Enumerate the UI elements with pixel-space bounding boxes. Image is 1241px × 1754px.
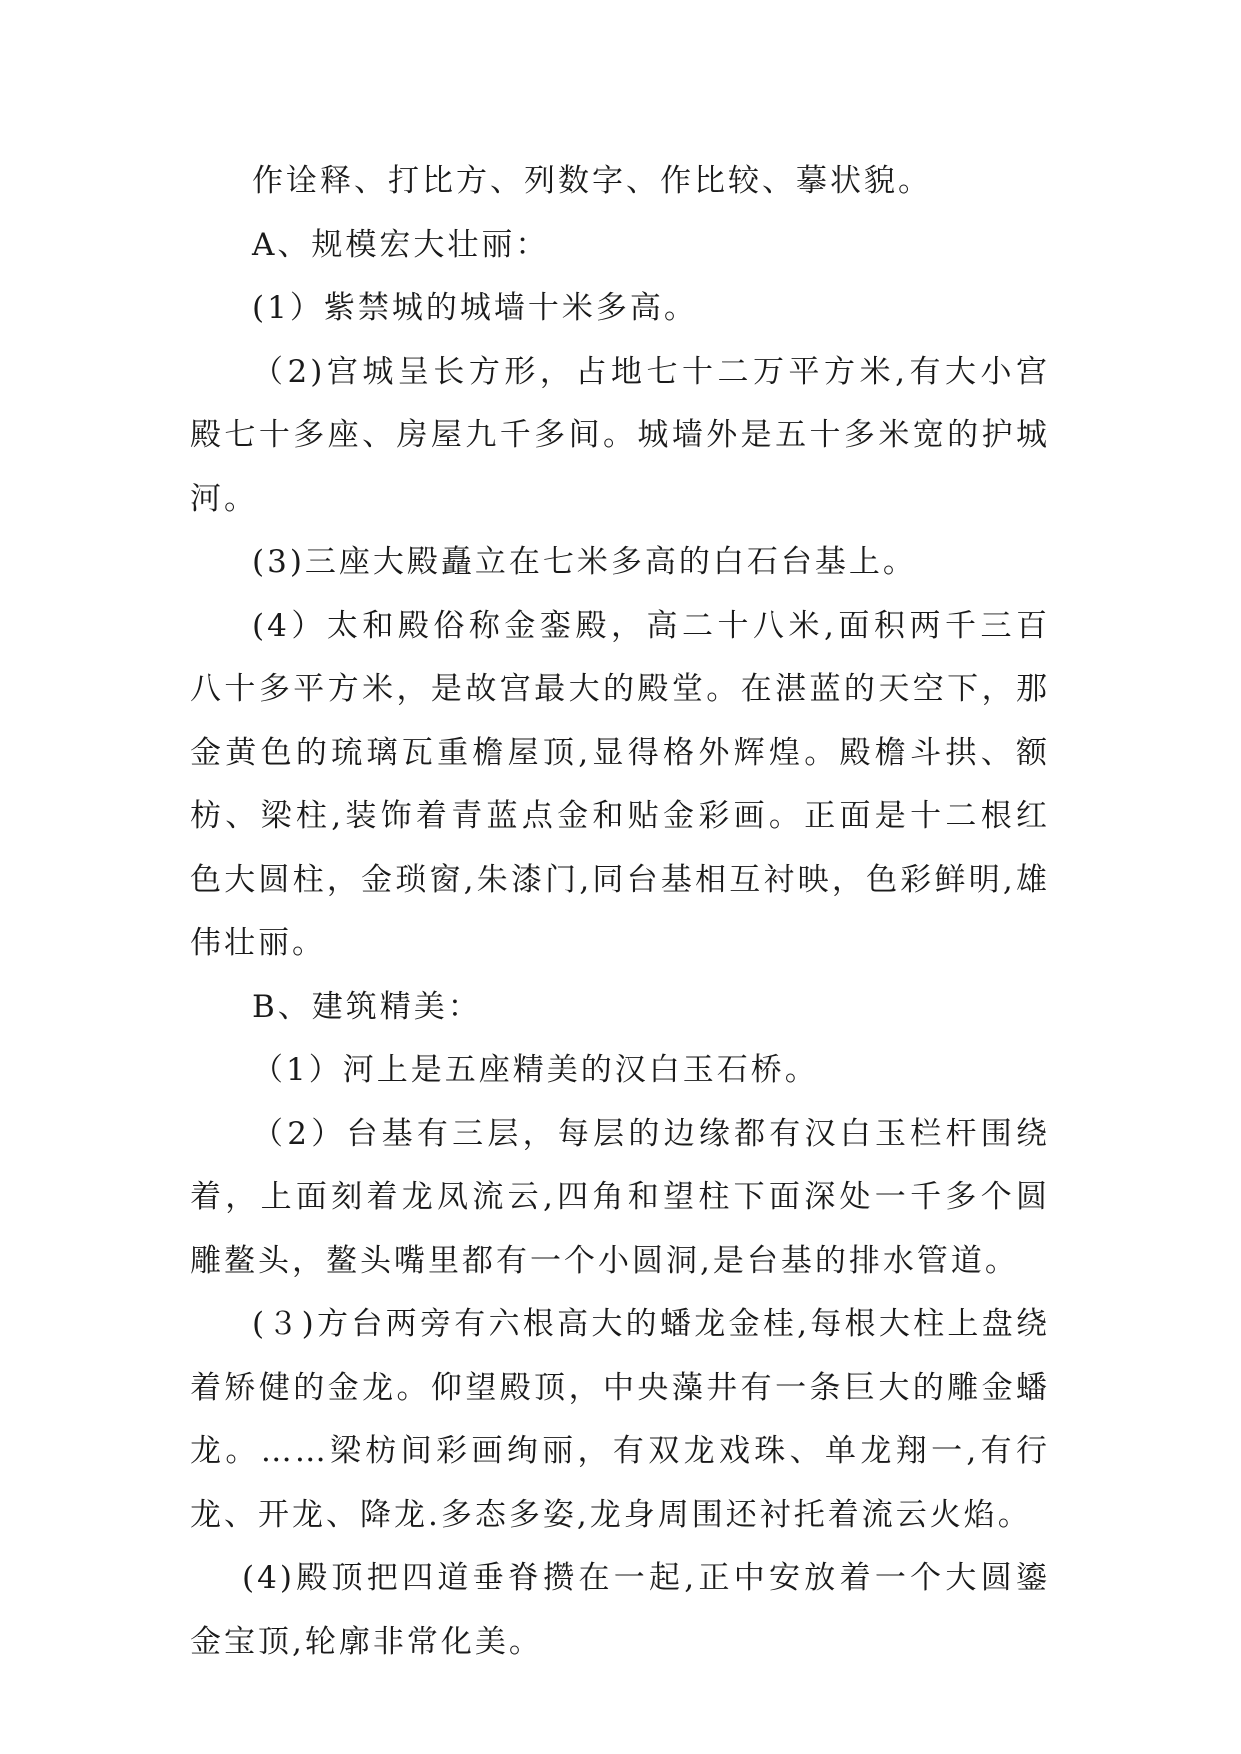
heading-scale: A、规模宏大壮丽： [252, 226, 550, 263]
paragraph-scale-3: (3)三座大殿矗立在七米多高的白石台基上。 [252, 544, 917, 580]
paragraph-methods: 作诠释、打比方、列数字、作比较、摹状貌。 [252, 163, 932, 199]
body-text [190, 150, 1050, 1674]
heading-architecture: B、建筑精美： [252, 988, 482, 1025]
paragraph-architecture-4: (4)殿顶把四道垂脊攒在一起,正中安放着一个大圆鎏金宝顶,轮廓非常化美。 [190, 1560, 1050, 1660]
paragraph-scale-1: (1）紫禁城的城墙十米多高。 [252, 290, 698, 326]
paragraph-scale-2: （2)宫城呈长方形，占地七十二万平方米,有大小宫殿七十多座、房屋九千多间。城墙外是五十多米宽的护城河。 [190, 353, 1050, 517]
paragraph-architecture-2: （2）台基有三层，每层的边缘都有汉白玉栏杆围绕着，上面刻着龙凤流云,四角和望柱下面深处一千多个圆雕鳌头，鳌头嘴里都有一个小圆洞,是台基的排水管道。 [190, 1115, 1050, 1279]
paragraph-scale-4: (4）太和殿俗称金銮殿，高二十八米,面积两千三百八十多平方米，是故宫最大的殿堂。在湛蓝的天空下，那金黄色的琉璃瓦重檐屋顶,显得格外辉煌。殿檐斗拱、额枋、梁柱,装饰着青蓝点金和贴金彩画。正面是十二根红色大圆柱，金琐窗,朱漆门,同台基相互衬映，色彩鲜明,雄伟壮丽。 [190, 607, 1050, 961]
paragraph-architecture-1: （1）河上是五座精美的汉白玉石桥。 [252, 1052, 819, 1088]
paragraph-architecture-3: (３)方台两旁有六根高大的蟠龙金桂,每根大柱上盘绕着矫健的金龙。仰望殿顶，中央藻井有一条巨大的雕金蟠龙。……梁枋间彩画绚丽，有双龙戏珠、单龙翔一,有行龙、开龙、降龙.多态多姿,龙身周围还衬托着流云火焰。 [190, 1306, 1050, 1533]
